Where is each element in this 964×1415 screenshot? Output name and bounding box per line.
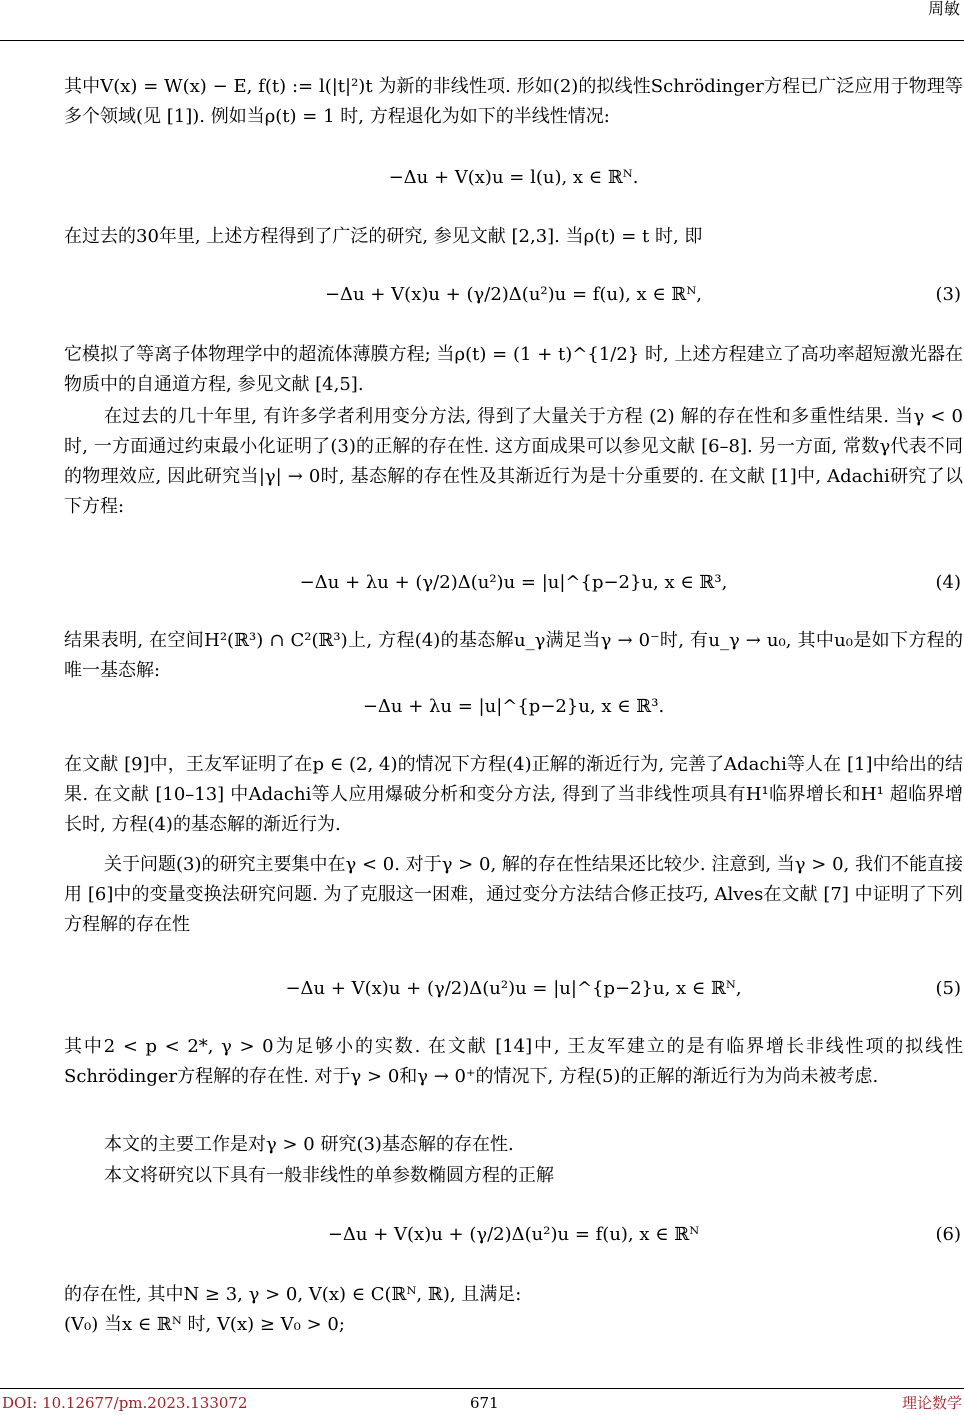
- page-header: [0, 0, 964, 41]
- footer-page-number: 671: [470, 1394, 499, 1412]
- header-author: 周敏: [927, 0, 960, 18]
- paragraph-8: 其中2 < p < 2*, γ > 0为足够小的实数. 在文献 [14]中, 王友军建立的是有临界增长非线性项的拟线性Schrödinger方程解的存在性. 对于γ > 0和γ → 0⁺的情况下, 方程(5)的正解的渐近行为为尚未被考虑.: [64, 1036, 963, 1087]
- footer-journal-link[interactable]: 理论数学: [901, 1394, 962, 1412]
- equation-text: −Δu + λu = |u|^{p−2}u, x ∈ ℝ³.: [362, 696, 665, 717]
- equation-6: [64, 1220, 963, 1250]
- paragraph-2: 在过去的30年里, 上述方程得到了广泛的研究, 参见文献 [2,3]. 当ρ(t) = t 时, 即: [64, 226, 703, 247]
- paragraph-1: 其中V(x) = W(x) − E, f(t) := l(|t|²)t 为新的非线性项. 形如(2)的拟线性Schrödinger方程已广泛应用于物理等多个领域(见 [1]). 例如当ρ(t) = 1 时, 方程退化为如下的半线性情况:: [64, 76, 963, 127]
- paragraph-5: 结果表明, 在空间H²(ℝ³) ∩ C²(ℝ³)上, 方程(4)的基态解u_γ满足当γ → 0⁻时, 有u_γ → u₀, 其中u₀是如下方程的唯一基态解:: [64, 630, 963, 681]
- equation-semilinear: [64, 163, 963, 193]
- paragraph-9: 本文的主要工作是对γ > 0 研究(3)基态解的存在性.: [104, 1134, 514, 1155]
- paragraph-3: 它模拟了等离子体物理学中的超流体薄膜方程; 当ρ(t) = (1 + t)^{1/2} 时, 上述方程建立了高功率超短激光器在物质中的自通道方程, 参见文献 [4,5].: [64, 344, 963, 395]
- paragraph-7: 关于问题(3)的研究主要集中在γ < 0. 对于γ > 0, 解的存在性结果还比较少. 注意到, 当γ > 0, 我们不能直接用 [6]中的变量变换法研究问题. 为了克服这一困难，通过变分方法结合修正技巧, Alves在文献 [7] 中证明了下列方程解的存在性: [64, 854, 963, 935]
- paragraph-11: 的存在性, 其中N ≥ 3, γ > 0, V(x) ∈ C(ℝᴺ, ℝ), 且满足:: [64, 1284, 522, 1305]
- equation-text: −Δu + V(x)u + (γ/2)Δ(u²)u = |u|^{p−2}u, x ∈ ℝᴺ,: [285, 978, 742, 999]
- paragraph-6: 在文献 [9]中，王友军证明了在p ∈ (2, 4)的情况下方程(4)正解的渐近行为, 完善了Adachi等人在 [1]中给出的结果. 在文献 [10–13] 中Adachi等人应用爆破分析和变分方法, 得到了当非线性项具有H¹临界增长和H¹ 超临界增长时, 方程(4)的基态解的渐近行为.: [64, 754, 963, 835]
- equation-text: −Δu + λu + (γ/2)Δ(u²)u = |u|^{p−2}u, x ∈ ℝ³,: [299, 572, 728, 593]
- equation-5: [64, 974, 963, 1004]
- equation-text: −Δu + V(x)u + (γ/2)Δ(u²)u = f(u), x ∈ ℝᴺ: [327, 1224, 700, 1245]
- condition-v0: (V₀) 当x ∈ ℝᴺ 时, V(x) ≥ V₀ > 0;: [64, 1314, 345, 1335]
- footer-doi-link[interactable]: DOI: 10.12677/pm.2023.133072: [2, 1394, 248, 1412]
- page-footer: [0, 1388, 964, 1415]
- equation-number: (5): [935, 978, 961, 999]
- equation-number: (4): [935, 572, 961, 593]
- equation-3: [64, 280, 963, 310]
- paragraph-4: 在过去的几十年里, 有许多学者利用变分方法, 得到了大量关于方程 (2) 解的存在性和多重性结果. 当γ < 0时, 一方面通过约束最小化证明了(3)的正解的存在性. 这方面成果可以参见文献 [6–8]. 另一方面, 常数γ代表不同的物理效应, 因此研究当|γ| → 0时, 基态解的存在性及其渐近行为是十分重要的. 在文献 [1]中, Adachi研究了以下方程:: [64, 406, 963, 517]
- equation-text: −Δu + V(x)u + (γ/2)Δ(u²)u = f(u), x ∈ ℝᴺ,: [324, 284, 703, 305]
- paragraph-10: 本文将研究以下具有一般非线性的单参数椭圆方程的正解: [104, 1165, 554, 1186]
- equation-number: (3): [935, 284, 961, 305]
- equation-4: [64, 568, 963, 598]
- equation-text: −Δu + V(x)u = l(u), x ∈ ℝᴺ.: [388, 167, 639, 188]
- equation-4-limit: [64, 692, 963, 722]
- equation-number: (6): [935, 1224, 961, 1245]
